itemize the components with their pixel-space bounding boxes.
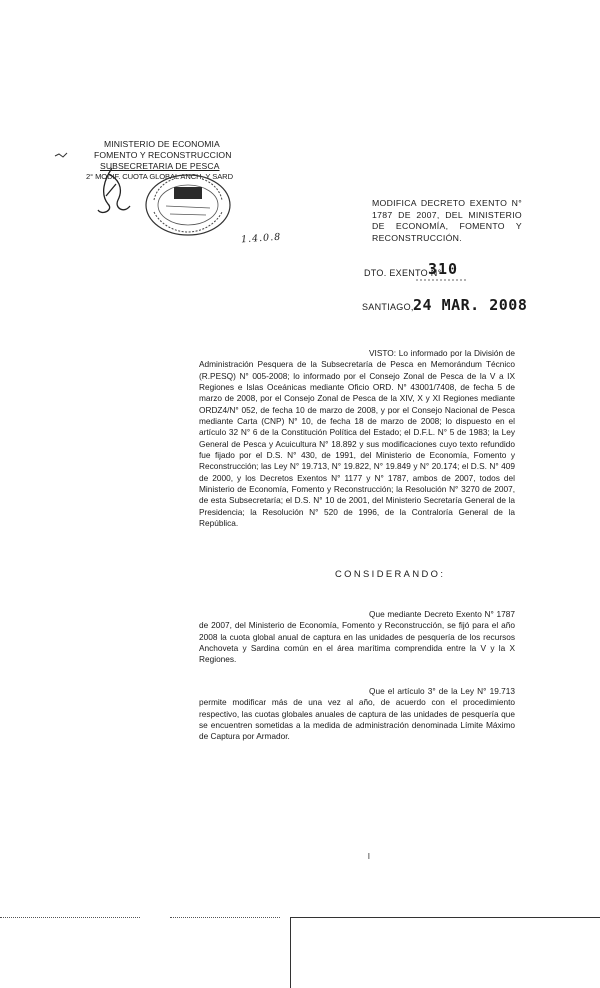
ministry-line-2: FOMENTO Y RECONSTRUCCION <box>94 150 232 160</box>
considerando-heading: CONSIDERANDO: <box>335 568 446 579</box>
ministry-line-1: MINISTERIO DE ECONOMIA <box>104 139 220 149</box>
decree-date: 24 MAR. 2008 <box>413 296 528 314</box>
decree-place: SANTIAGO, <box>362 302 414 312</box>
visto-paragraph: VISTO: Lo informado por la División de Administración Pesquera de la Subsecretaría de Pesca en Memorándum Técnico (R.PESQ) N° 005-2008; lo informado por el Consejo Zonal de Pesca de la V a IX Regiones e Islas Oceánicas mediante Oficio ORD. N° 43001/7408, de fecha 5 de marzo de 2008, por el Consejo Zonal de Pesca de la XIV, X y XI Regiones mediante ORDZ4/N° 052, de fecha 10 de marzo de 2008, y por el Consejo Nacional de Pesca mediante Carta (CNP) N° 10, de fecha 18 de marzo de 2008; lo dispuesto en el artículo 32 N° 6 de la Constitución Política del Estado; el D.F.L. N° 5 de 1983; la Ley General de Pesca y Acuicultura N° 18.892 y sus modificaciones cuyo texto refundido fue fijado por el D.S. N° 430, de 1991, del Ministerio de Economía, Fomento y Reconstrucción; las Ley N° 19.713, N° 19.822, N° 19.849 y N° 20.174; el D.S. N° 409 de 2000, y los Decretos Exentos N° 1177 y N° 1787, ambos de 2007, todos del Ministerio de Economía, Fomento y Reconstrucción; la Resolución N° 3270 de 2007, de esta Subsecretaría; el D.S. N° 10 de 2001, del Ministerio Secretaría General de la Presidencia; la Resolución N° 520 de 1996, de la Contraloría General de la República. <box>199 348 515 529</box>
decree-reference: MODIFICA DECRETO EXENTO N° 1787 DE 2007, DEL MINISTERIO DE ECONOMÍA, FOMENTO Y RECONSTRUCCIÓN. <box>372 198 522 243</box>
considerando-paragraph-1: Que mediante Decreto Exento N° 1787 de 2007, del Ministerio de Economía, Fomento y Reconstrucción, se fijó para el año 2008 la cuota global anual de captura en las unidades de pesquería de los recursos Anchoveta y Sardina común en el área marítima comprendida entre la V y la X Regiones. <box>199 609 515 665</box>
footer-vertical-rule <box>290 917 291 988</box>
official-stamp-icon <box>140 170 236 240</box>
footer-dotted-line <box>0 917 140 918</box>
decree-label: DTO. EXENTO N° <box>364 268 442 278</box>
ministry-line-3: SUBSECRETARIA DE PESCA <box>100 161 220 171</box>
decree-number: 310 <box>428 260 459 278</box>
footer-dotted-line-2 <box>170 917 280 918</box>
margin-mark-icon <box>54 150 68 160</box>
decree-underline <box>416 277 468 283</box>
handwritten-note: 1.4.0.8 <box>240 231 282 246</box>
ministry-line-4: 2° MODIF. CUOTA GLOBAL ANCH. Y SARD <box>86 172 233 181</box>
page-mark: l <box>368 852 370 861</box>
footer-rule <box>290 917 600 918</box>
considerando-paragraph-2: Que el artículo 3° de la Ley N° 19.713 permite modificar más de una vez al año, de acuerdo con el procedimiento respectivo, las cuotas globales anuales de captura de las unidades de pesquería que se encuentren sometidas a la medida de administración denominada Límite Máximo de Captura por Armador. <box>199 686 515 742</box>
